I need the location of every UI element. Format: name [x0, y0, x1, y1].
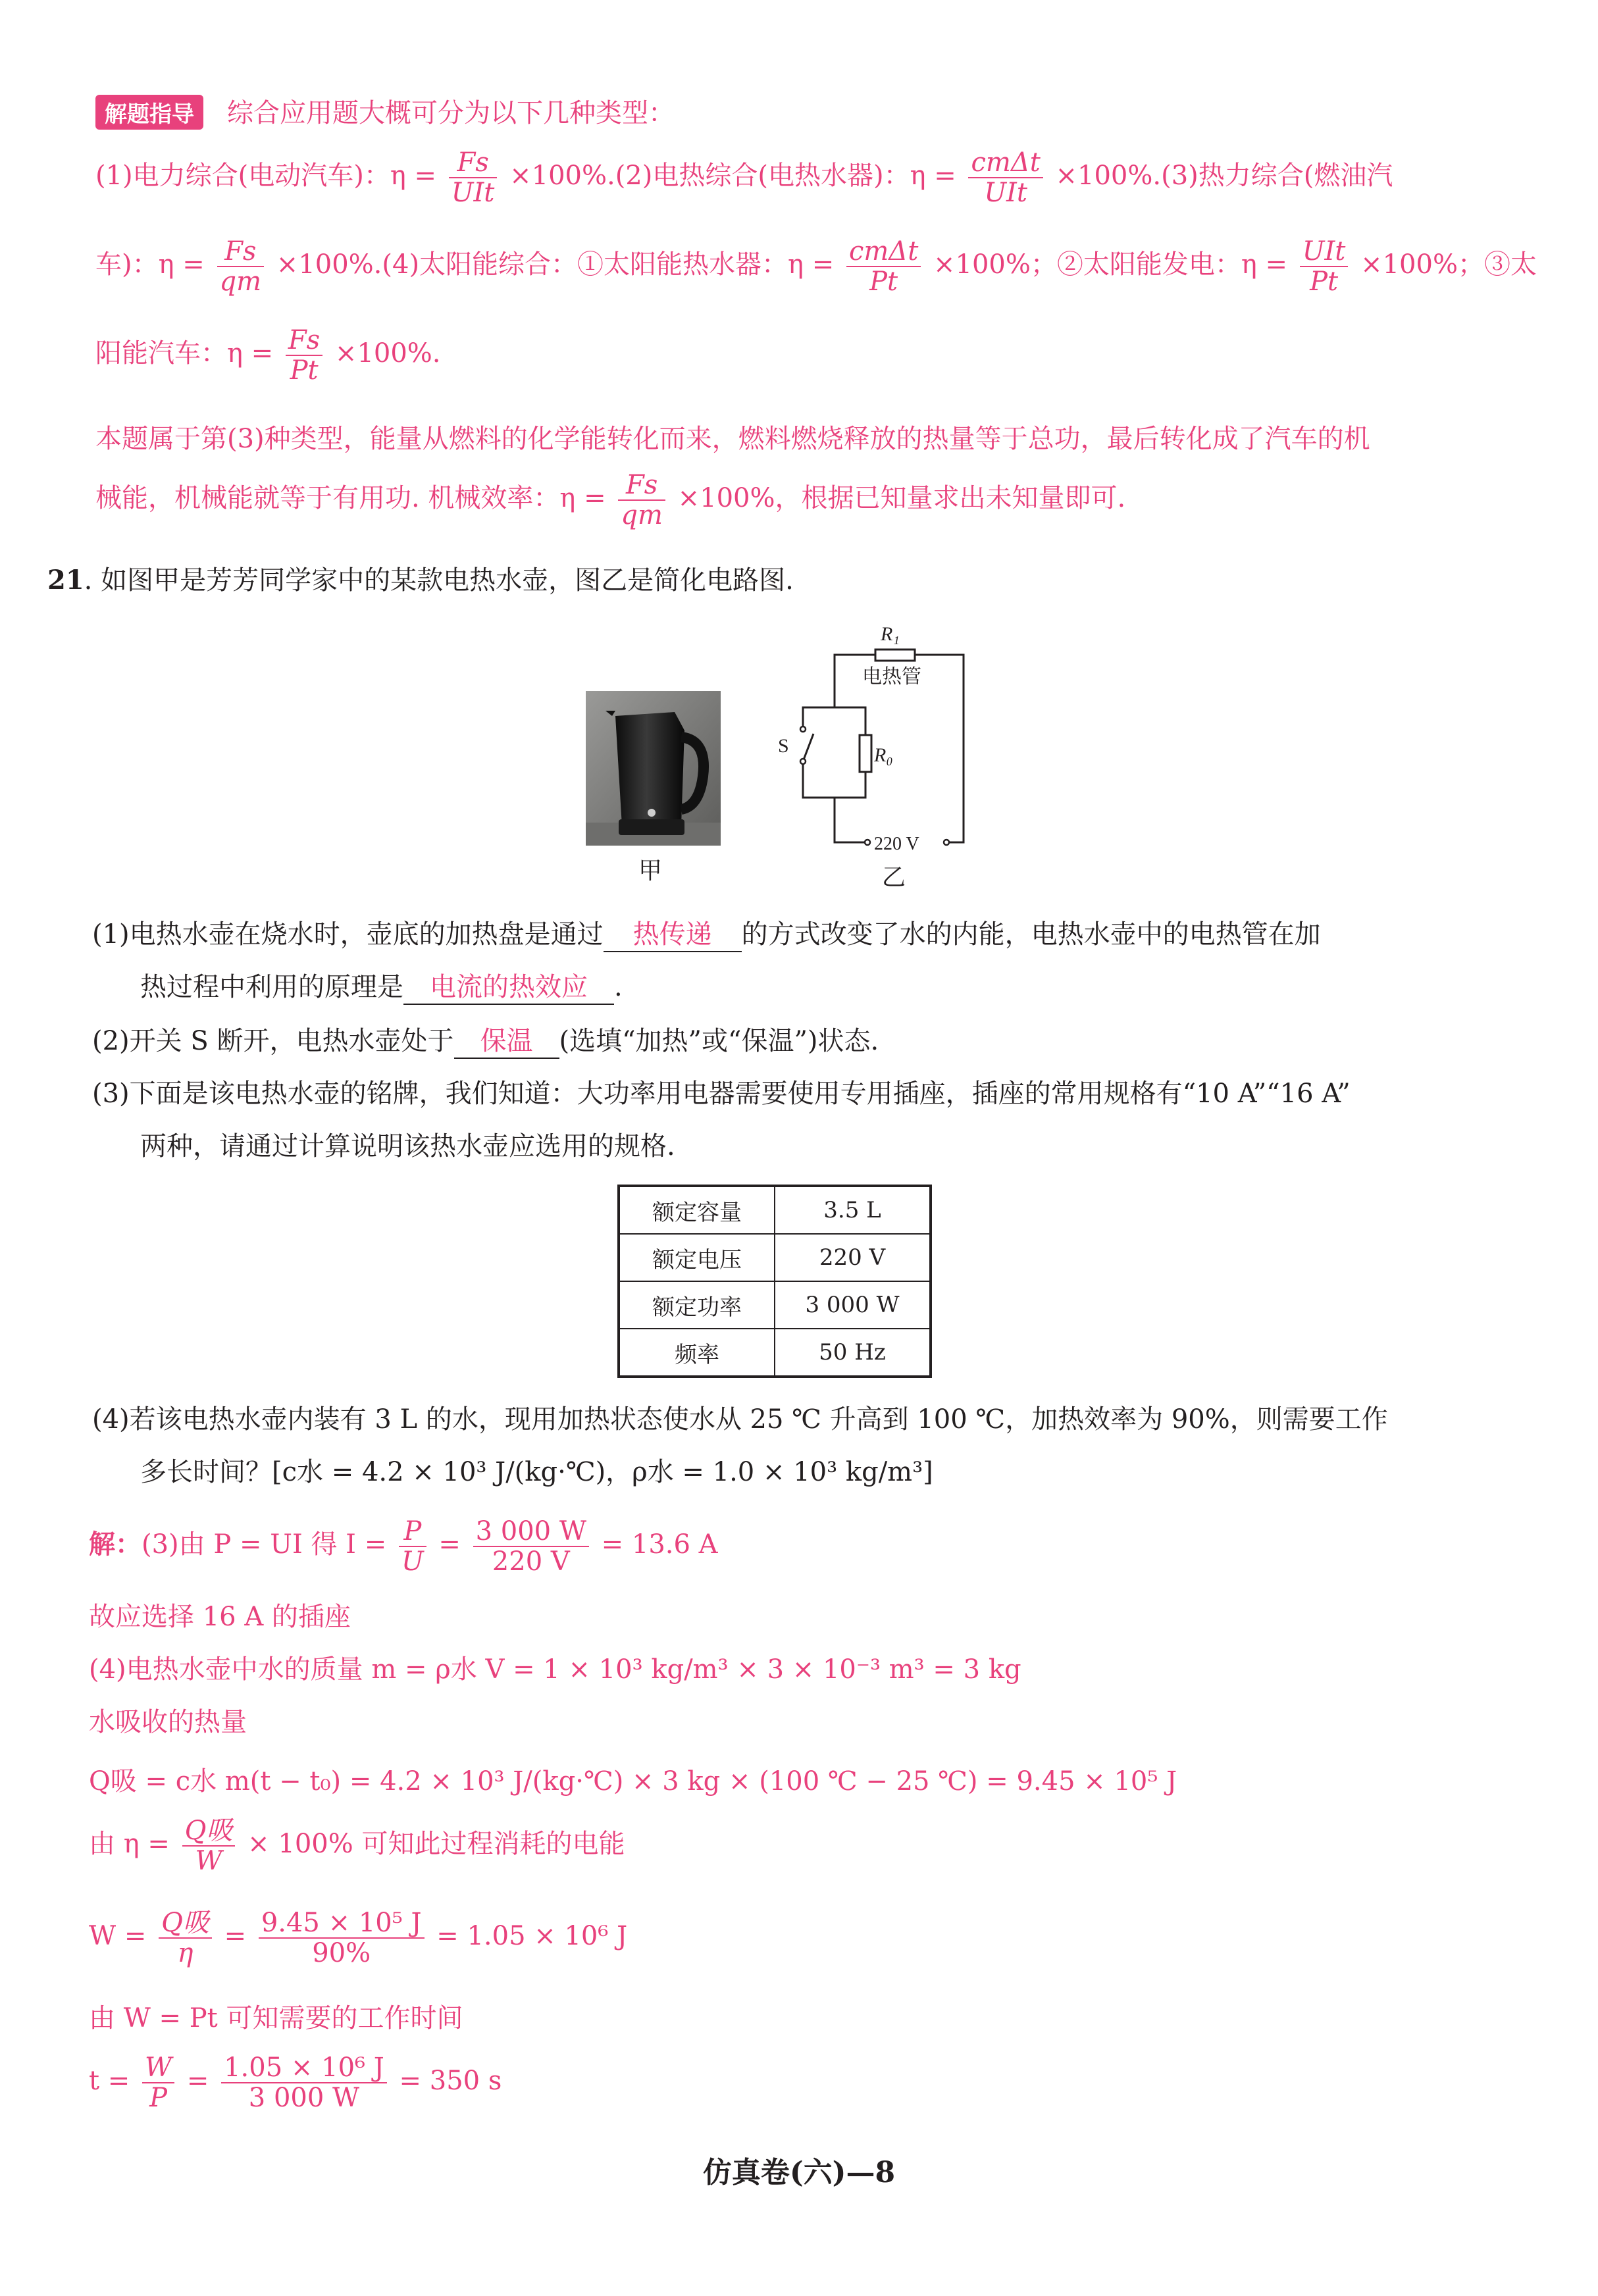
guide-line-3: 车)：η = $\frac{Fs}{qm}$ ×100%.(4)太阳能综合：①太阳能热水器：η = $\frac{\text{cmΔt}}{Pt}$ ×100%；②太阳能发电：η = $\frac{\text{UIt}}{Pt}$ ×100%；③太 — [95, 236, 1537, 297]
subquestion-1-line-1: (1)电热水壶在烧水时，壶底的加热盘是通过 热传递 的方式改变了水的内能，电热水壶中的电热管在加 — [92, 913, 1321, 952]
fraction: $\frac{W}{P}$ — [142, 2053, 174, 2112]
figure-b-caption: 乙 — [882, 864, 906, 891]
guide-line-4: 阳能汽车：η = $\frac{Fs}{Pt}$ ×100%. — [95, 325, 441, 386]
table-row: 频率 50 Hz — [619, 1329, 931, 1377]
solution-line-7: W = $\frac{\text{Q吸}}{\eta}$ = $\frac{\text{9.45 × 10⁵ J}}{90\%}$ = 1.05 × 10⁶ J — [89, 1908, 628, 1968]
guide-intro: 综合应用题大概可分为以下几种类型： — [227, 98, 675, 128]
kettle-photo — [586, 691, 721, 846]
fraction: $\frac{Fs}{\text{UIt}}$ — [449, 148, 498, 207]
guide-line-1 — [95, 92, 675, 130]
fraction: $\frac{\text{UIt}}{Pt}$ — [1300, 237, 1349, 296]
fraction: $\frac{\text{1.05 × 10⁶ J}}{3 000 W}$ — [221, 2053, 387, 2112]
subquestion-3-line-1: (3)下面是该电热水壶的铭牌，我们知道：大功率用电器需要使用专用插座，插座的常用规格有“10 A”“16 A” — [92, 1079, 1351, 1109]
fraction: $\frac{Fs}{qm}$ — [618, 471, 665, 530]
solution-line-9: t = $\frac{W}{P}$ = $\frac{\text{1.05 × 10⁶ J}}{3 000 W}$ = 350 s — [89, 2053, 502, 2113]
nameplate-table — [617, 1185, 932, 1378]
fraction: $\frac{\text{Q吸}}{\eta}$ — [159, 1908, 212, 1968]
answer-blank-1: 热传递 — [604, 913, 742, 952]
guide-line-6: 械能，机械能就等于有用功. 机械效率：η = $\frac{Fs}{qm}$ ×100%，根据已知量求出未知量即可. — [95, 470, 1126, 530]
figure-a-caption: 甲 — [638, 857, 663, 884]
subquestion-1-line-2: 热过程中利用的原理是 电流的热效应 . — [140, 966, 623, 1005]
solution-line-8: 由 W = Pt 可知需要的工作时间 — [89, 2003, 463, 2033]
page-footer: 仿真卷(六)—8 — [702, 2156, 896, 2189]
solution-line-3: (4)电热水壶中水的质量 m = ρ水 V = 1 × 10³ kg/m³ × 3 × 10⁻³ m³ = 3 kg — [89, 1654, 1021, 1685]
answer-blank-2: 电流的热效应 — [403, 966, 614, 1005]
solution-line-6: 由 η = $\frac{\text{Q吸}}{W}$ × 100% 可知此过程消耗的电能 — [89, 1816, 625, 1876]
guide-badge: 解题指导 — [95, 95, 203, 130]
subquestion-3-line-2: 两种，请通过计算说明该热水壶应选用的规格. — [140, 1131, 675, 1161]
fraction: $\frac{\text{9.45 × 10⁵ J}}{90\%}$ — [259, 1908, 425, 1968]
heating-tube-label: 电热管 — [862, 666, 921, 688]
fraction: $\frac{\text{Q吸}}{W}$ — [182, 1816, 236, 1875]
solution-label: 解： — [89, 1529, 142, 1560]
question-stem: 21. 如图甲是芳芳同学家中的某款电热水壶，图乙是简化电路图. — [47, 565, 794, 596]
table-row: 额定电压 220 V — [619, 1234, 931, 1281]
guide-paragraph-2: 本题属于第(3)种类型，能量从燃料的化学能转化而来，燃料燃烧释放的热量等于总功，最后转化成了汽车的机 — [95, 424, 1370, 454]
fraction: $\frac{Fs}{Pt}$ — [286, 326, 322, 385]
fraction: $\frac{3 000 W}{220 V}$ — [473, 1517, 589, 1576]
answer-blank-3: 保温 — [454, 1020, 559, 1059]
switch-label: S — [778, 735, 789, 757]
subquestion-4-line-1: (4)若该电热水壶内装有 3 L 的水，现用加热状态使水从 25 ℃ 升高到 100 ℃，加热效率为 90%，则需要工作 — [92, 1404, 1388, 1435]
solution-line-2: 故应选择 16 A 的插座 — [89, 1602, 351, 1632]
fraction: $\frac{P}{U}$ — [399, 1517, 426, 1576]
fraction: $\frac{Fs}{qm}$ — [217, 237, 265, 296]
table-row: 额定功率 3 000 W — [619, 1281, 931, 1329]
voltage-label: 220 V — [874, 834, 919, 852]
r1-label: R₁ — [881, 623, 900, 645]
solution-line-5: Q吸 = c水 m(t − t₀) = 4.2 × 10³ J/(kg·℃) × 3 kg × (100 ℃ − 25 ℃) = 9.45 × 10⁵ J — [89, 1766, 1177, 1797]
question-number: 21 — [47, 565, 84, 596]
fraction: $\frac{\text{cmΔt}}{Pt}$ — [846, 237, 921, 296]
guide-line-2: (1)电力综合(电动汽车)：η = $\frac{Fs}{\text{UIt}}$ ×100%.(2)电热综合(电热水器)：η = $\frac{\text{cmΔt}}{\text{UIt}}$ ×100%.(3)热力综合(燃油汽 — [95, 147, 1393, 208]
table-row: 额定容量 3.5 L — [619, 1186, 931, 1234]
circuit-diagram — [777, 609, 974, 852]
r0-label: R₀ — [874, 744, 893, 766]
fraction: $\frac{\text{cmΔt}}{\text{UIt}}$ — [968, 148, 1043, 207]
subquestion-2: (2)开关 S 断开，电热水壶处于 保温 (选填“加热”或“保温”)状态. — [92, 1020, 879, 1059]
solution-line-4: 水吸收的热量 — [89, 1707, 247, 1737]
subquestion-4-line-2: 多长时间？[c水 = 4.2 × 10³ J/(kg·℃)，ρ水 = 1.0 × 10³ kg/m³] — [140, 1457, 933, 1487]
solution-line-1: 解：(3)由 P = UI 得 I = $\frac{P}{U}$ = $\frac{3 000 W}{220 V}$ = 13.6 A — [89, 1516, 718, 1577]
